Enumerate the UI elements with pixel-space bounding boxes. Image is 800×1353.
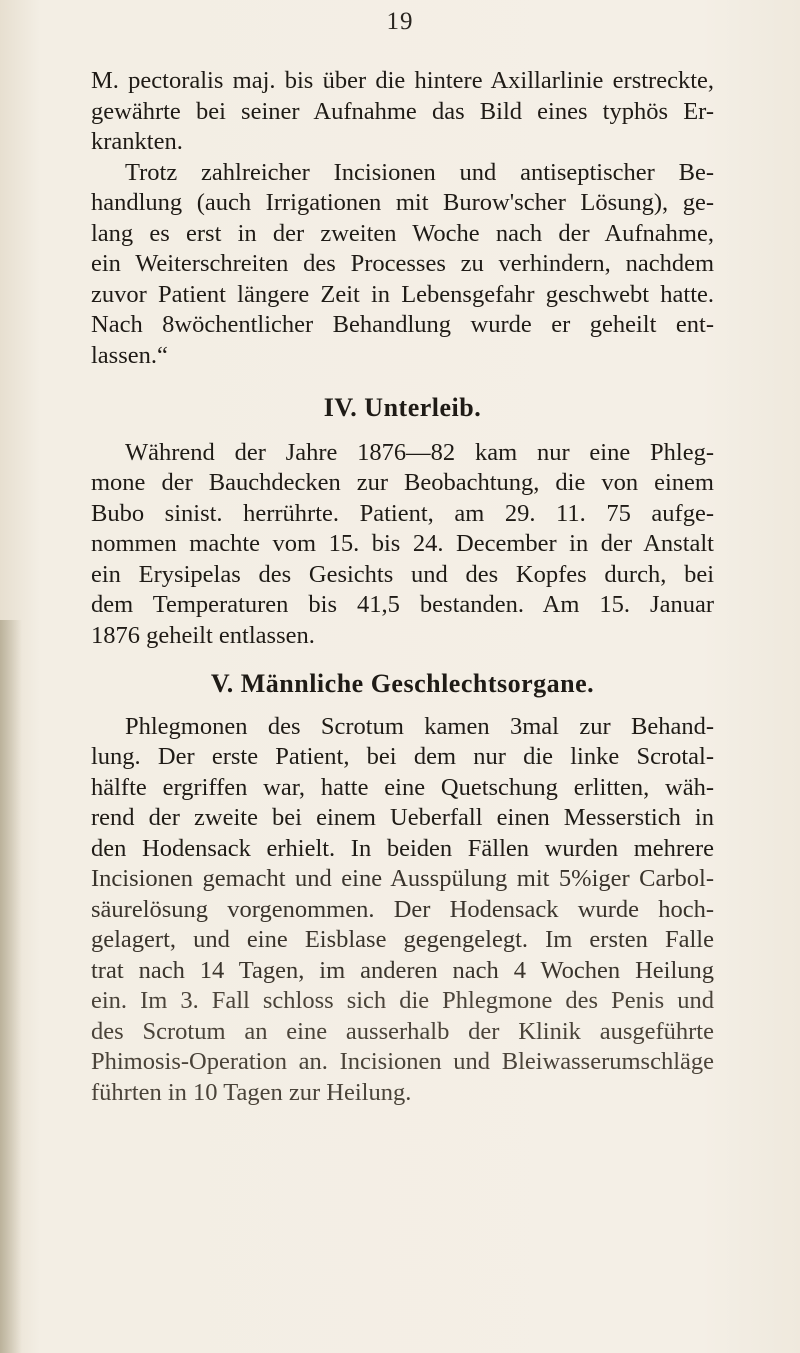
text-line: Während der Jahre 1876—82 kam nur eine Phleg-: [125, 438, 714, 466]
text-line: Bubo sinist. herrührte. Patient, am 29. 11. 75 aufge-: [91, 499, 714, 527]
text-line: gewährte bei seiner Aufnahme das Bild eines typhös Er-: [91, 97, 714, 125]
text-line: 1876 geheilt entlassen.: [91, 621, 315, 649]
text-line: ein Erysipelas des Gesichts und des Kopfes durch, bei: [91, 560, 714, 588]
text-line: gelagert, und eine Eisblase gegengelegt. Im ersten Falle: [91, 926, 714, 953]
text-line: lung. Der erste Patient, bei dem nur die linke Scrotal-: [91, 743, 714, 770]
text-line: dem Temperaturen bis 41,5 bestanden. Am 15. Januar: [91, 591, 714, 618]
text-line: des Scrotum an eine ausserhalb der Klinik ausgeführte: [91, 1017, 714, 1045]
text-line: Nach 8wöchentlicher Behandlung wurde er geheilt ent-: [91, 311, 714, 338]
text-line: Phlegmonen des Scrotum kamen 3mal zur Behand-: [125, 712, 714, 740]
text-line: säurelösung vorgenommen. Der Hodensack wurde hoch-: [91, 895, 714, 923]
text-line: hälfte ergriffen war, hatte eine Quetschung erlitten, wäh-: [91, 773, 714, 801]
text-line: rend der zweite bei einem Ueberfall einen Messerstich in: [91, 804, 714, 831]
text-line: Incisionen gemacht und eine Ausspülung mit 5%iger Carbol-: [91, 865, 714, 892]
section-heading-v: V. Männliche Geschlechtsorgane.: [210, 669, 595, 698]
text-line: ein Weiterschreiten des Processes zu verhindern, nachdem: [91, 250, 714, 277]
text-line: mone der Bauchdecken zur Beobachtung, die von einem: [91, 469, 714, 496]
text-line: den Hodensack erhielt. In beiden Fällen wurden mehrere: [91, 834, 714, 862]
text-line: nommen machte vom 15. bis 24. December in der Anstalt: [91, 530, 714, 557]
text-line: M. pectoralis maj. bis über die hintere Axillarlinie erstreckte,: [91, 67, 714, 94]
text-line: ein. Im 3. Fall schloss sich die Phlegmone des Penis und: [91, 987, 714, 1014]
text-line: Trotz zahlreicher Incisionen und antiseptischer Be-: [125, 158, 714, 186]
text-line: führten in 10 Tagen zur Heilung.: [91, 1078, 412, 1106]
body-text: [91, 66, 714, 1108]
section-heading-iv: IV. Unterleib.: [323, 393, 482, 422]
text-line: handlung (auch Irrigationen mit Burow'scher Lösung), ge-: [91, 189, 714, 216]
text-line: lassen.“: [91, 341, 168, 369]
page-edge-shadow: [0, 620, 22, 1353]
text-line: zuvor Patient längere Zeit in Lebensgefahr geschwebt hatte.: [91, 280, 714, 308]
page-number: 19: [386, 8, 414, 35]
text-line: krankten.: [91, 128, 183, 155]
text-line: lang es erst in der zweiten Woche nach der Aufnahme,: [91, 219, 714, 247]
text-line: trat nach 14 Tagen, im anderen nach 4 Wochen Heilung: [91, 956, 714, 984]
text-line: Phimosis-Operation an. Incisionen und Bleiwasserumschläge: [91, 1048, 714, 1075]
